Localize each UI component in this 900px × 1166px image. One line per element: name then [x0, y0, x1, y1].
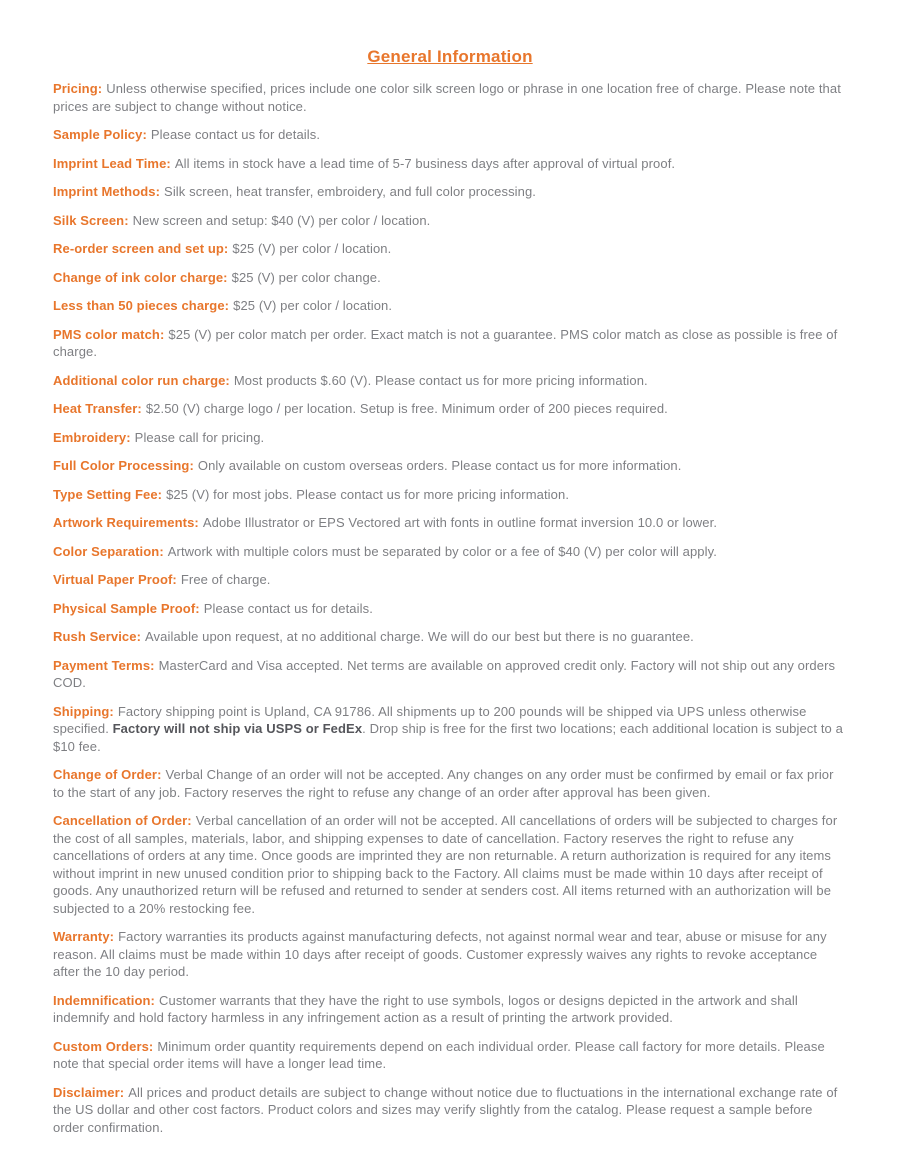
policy-label: Change of Order:	[53, 767, 162, 782]
policy-label: Color Separation:	[53, 543, 164, 559]
policy-paragraph	[53, 155, 847, 173]
policy-label: Cancellation of Order:	[53, 813, 192, 828]
policy-paragraph	[53, 628, 847, 646]
policy-label: Physical Sample Proof:	[53, 600, 200, 616]
policy-paragraph	[53, 486, 847, 504]
policy-text: Free of charge.	[180, 572, 271, 587]
policy-paragraph	[53, 372, 847, 390]
policy-text: Please contact us for details.	[203, 600, 373, 616]
policy-text: Available upon request, at no additional charge. We will do our best but there is no guarantee.	[145, 629, 694, 644]
policy-paragraph	[53, 269, 847, 287]
policy-paragraph	[53, 514, 847, 532]
policy-label: Pricing:	[53, 81, 103, 96]
policy-text: All prices and product details are subject to change without notice due to fluctuations in the international exchange rate of the US dollar and other cost factors. Product colors and sizes may verify slightly from the catalog. Please request a sample before order confirmation.	[53, 1084, 838, 1135]
policy-label: Indemnification:	[53, 992, 155, 1008]
policy-paragraph	[53, 571, 847, 589]
policy-paragraph	[53, 600, 847, 618]
policy-text: Silk screen, heat transfer, embroidery, and full color processing.	[164, 184, 537, 199]
policy-paragraph	[53, 326, 847, 361]
policy-text: Adobe Illustrator or EPS Vectored art with fonts in outline format inversion 10.0 or lower.	[202, 515, 718, 530]
policy-paragraph	[53, 297, 847, 315]
policy-text: $2.50 (V) charge logo / per location. Setup is free. Minimum order of 200 pieces required.	[145, 401, 668, 416]
policy-paragraph	[53, 126, 847, 144]
policy-paragraph	[53, 1084, 847, 1137]
policy-label: PMS color match:	[53, 326, 165, 342]
policy-paragraph	[53, 543, 847, 561]
policy-label: Silk Screen:	[53, 212, 129, 228]
policy-text: All items in stock have a lead time of 5-7 business days after approval of virtual proof.	[174, 155, 676, 171]
policy-label: Payment Terms:	[53, 657, 155, 673]
policy-paragraph	[53, 1038, 847, 1073]
policy-label: Imprint Lead Time:	[53, 155, 171, 171]
policy-text: $25 (V) per color match per order. Exact match is not a guarantee. PMS color match as close as possible is free of charge.	[53, 326, 838, 359]
policy-text: New screen and setup: $40 (V) per color / location.	[132, 212, 431, 228]
policy-paragraph	[53, 80, 847, 115]
policy-label: Sample Policy:	[53, 127, 147, 142]
policy-label: Change of ink color charge:	[53, 269, 228, 285]
policy-text: Most products $.60 (V). Please contact us for more pricing information.	[233, 372, 648, 388]
policy-text: Verbal Change of an order will not be accepted. Any changes on any order must be confirmed by email or fax prior to the start of any job. Factory reserves the right to refuse any change of an order after approval has been given.	[53, 767, 834, 800]
policy-bold-text: Factory will not ship via USPS or FedEx	[112, 721, 363, 736]
policy-text: Verbal cancellation of an order will not be accepted. All cancellations of orders will be subjected to charges for the cost of all samples, materials, labor, and shipping expenses to date of cancellation. Factory reserves the right to refuse any cancellations of orders at any time. Once goods are imprinted they are non returnable. A return authorization is required for any items without imprint in new unused condition prior to shipping back to the Factory. All claims must be made within 10 days after receipt of goods. Any unauthorized return will be refused and returned to sender at senders cost. All items returned with an authorization will be subjected to a 20% restocking fee.	[53, 813, 838, 916]
policy-paragraph	[53, 812, 847, 917]
policy-text: $25 (V) per color / location.	[232, 241, 392, 256]
policy-label: Type Setting Fee:	[53, 486, 163, 502]
policy-text: Please call for pricing.	[134, 429, 265, 445]
policy-paragraph	[53, 400, 847, 418]
policy-label: Additional color run charge:	[53, 372, 230, 388]
policy-paragraph	[53, 212, 847, 230]
policy-text-after: . Drop ship is free for the first two locations; each additional location is subject to a $10 fee.	[53, 721, 843, 754]
policy-label: Full Color Processing:	[53, 458, 194, 473]
policy-text: Unless otherwise specified, prices include one color silk screen logo or phrase in one location free of charge. Please note that prices are subject to change without notice.	[53, 81, 841, 114]
policy-paragraph	[53, 992, 847, 1027]
policy-paragraph	[53, 183, 847, 201]
policy-paragraph	[53, 240, 847, 258]
policy-label: Disclaimer:	[53, 1084, 125, 1100]
policy-text: MasterCard and Visa accepted. Net terms are available on approved credit only. Factory will not ship out any orders COD.	[53, 657, 836, 690]
page-title: General Information	[367, 47, 533, 66]
policy-paragraph	[53, 703, 847, 756]
policy-text: Please contact us for details.	[150, 127, 321, 142]
policy-text: $25 (V) per color change.	[231, 269, 381, 285]
policy-label: Less than 50 pieces charge:	[53, 298, 230, 313]
policy-text: Minimum order quantity requirements depend on each individual order. Please call factory for more details. Please note that special order items will have a longer lead time.	[53, 1038, 825, 1071]
policy-label: Shipping:	[53, 703, 114, 719]
policy-label: Warranty:	[53, 929, 115, 944]
policy-text: Factory shipping point is Upland, CA 91786. All shipments up to 200 pounds will be shipped via UPS unless otherwise specified.	[53, 703, 807, 736]
policy-paragraph	[53, 766, 847, 801]
policy-text: $25 (V) per color / location.	[233, 298, 393, 313]
policy-label: Artwork Requirements:	[53, 515, 199, 530]
policy-list	[53, 80, 847, 1136]
policy-paragraph	[53, 928, 847, 981]
policy-label: Virtual Paper Proof:	[53, 572, 177, 587]
policy-label: Heat Transfer:	[53, 401, 142, 416]
policy-text: Only available on custom overseas orders. Please contact us for more information.	[197, 458, 682, 473]
policy-label: Re-order screen and set up:	[53, 241, 229, 256]
policy-text: Factory warranties its products against manufacturing defects, not against normal wear and tear, abuse or misuse for any reason. All claims must be made within 10 days after receipt of goods. Customer expressly waives any rights to revoke acceptance after the 10 day period.	[53, 929, 827, 979]
policy-label: Custom Orders:	[53, 1038, 154, 1054]
policy-paragraph	[53, 657, 847, 692]
policy-text: Customer warrants that they have the right to use symbols, logos or designs depicted in the artwork and shall indemnify and hold factory harmless in any infringement action as a result of printing the artwork provided.	[53, 992, 798, 1025]
policy-label: Imprint Methods:	[53, 184, 161, 199]
policy-paragraph	[53, 429, 847, 447]
policy-label: Rush Service:	[53, 629, 142, 644]
policy-label: Embroidery:	[53, 429, 131, 445]
policy-text: $25 (V) for most jobs. Please contact us for more pricing information.	[166, 486, 570, 502]
policy-text: Artwork with multiple colors must be separated by color or a fee of $40 (V) per color will apply.	[167, 543, 717, 559]
policy-paragraph	[53, 457, 847, 475]
